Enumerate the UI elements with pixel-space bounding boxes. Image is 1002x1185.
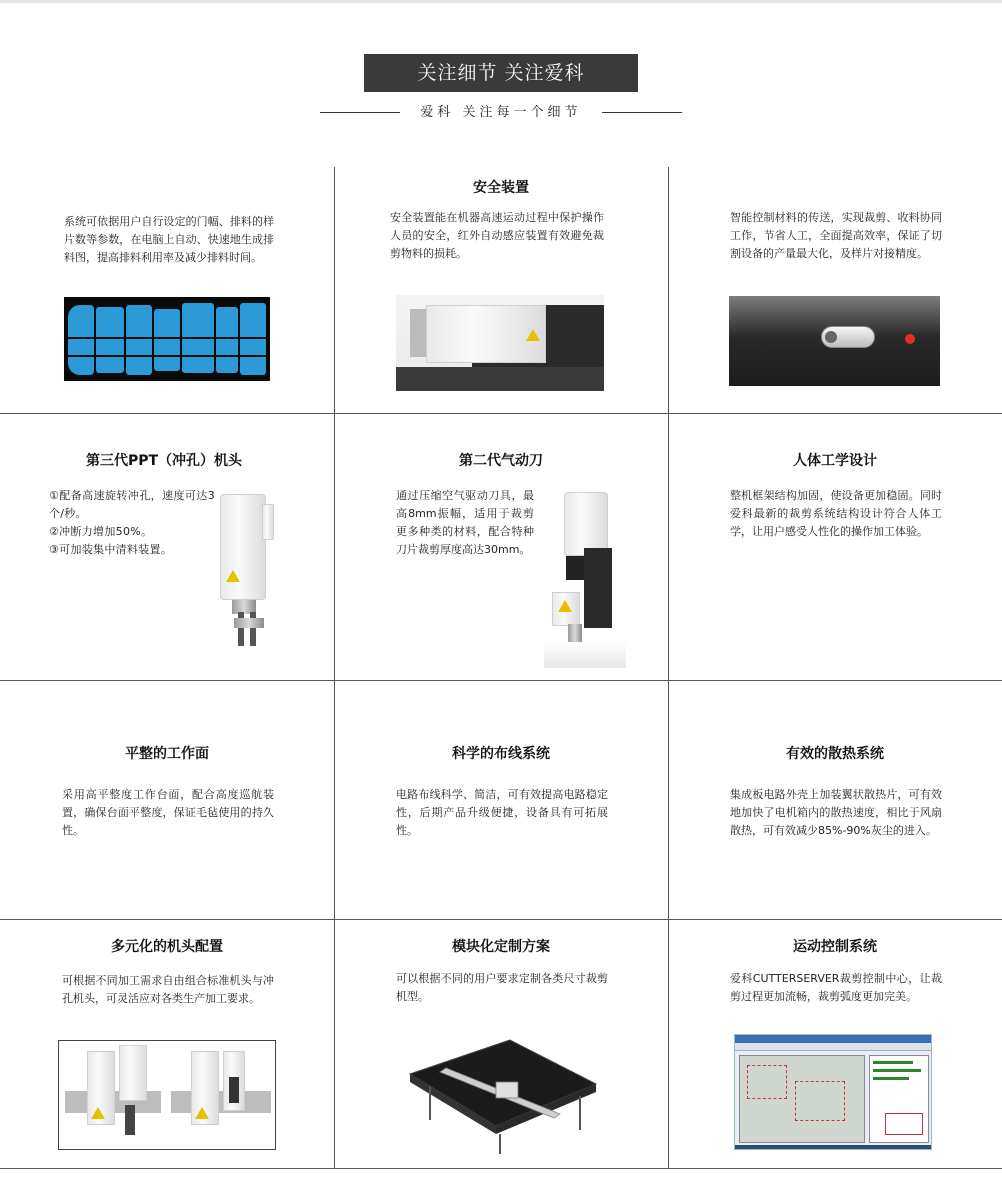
feature-cell-pneumatic-knife — [334, 414, 668, 680]
cutting-table-illustration — [400, 1030, 600, 1160]
feature-cell-wiring — [334, 681, 668, 919]
feature-title: 人体工学设计 — [793, 453, 877, 469]
feature-cell-ppt-head — [0, 414, 334, 680]
safety-device-image — [396, 295, 604, 391]
subtitle-row — [320, 101, 682, 123]
feature-description: 通过压缩空气驱动刀具，最高8mm振幅，适用于裁剪更多种类的材料，配合特种刀片裁剪厚度高达30mm。 — [396, 489, 534, 556]
feature-cell-nesting — [0, 167, 334, 413]
head-config-image — [58, 1040, 276, 1150]
feature-cell-ergonomics — [668, 414, 1002, 680]
feature-description: 可根据不同加工需求自由组合标准机头与冲孔机头，可灵活应对各类生产加工要求。 — [62, 974, 274, 1005]
subtitle-divider-right — [602, 112, 682, 113]
feature-cell-motion-control — [668, 920, 1002, 1168]
warning-icon — [526, 329, 540, 341]
feature-cell-flat-surface — [0, 681, 334, 919]
feature-title: 第二代气动刀 — [459, 453, 543, 469]
warning-icon — [195, 1107, 209, 1119]
feature-point: ①配备高速旋转冲孔，速度可达3个/秒。 — [49, 489, 215, 520]
feature-description: 集成板电路外壳上加装翼状散热片，可有效地加快了电机箱内的散热速度，相比于风扇散热，可有效减少85%-90%灰尘的进入。 — [730, 788, 942, 837]
subtitle-divider-left — [320, 112, 400, 113]
cutting-machine-image — [400, 1030, 600, 1160]
feature-point: ②冲断力增加50%。 — [49, 525, 153, 538]
feature-title: 多元化的机头配置 — [111, 939, 223, 955]
feature-title: 科学的布线系统 — [452, 746, 550, 762]
ppt-head-image — [214, 494, 278, 664]
warning-icon — [558, 600, 572, 612]
feature-cell-safety — [334, 167, 668, 413]
warning-icon — [91, 1107, 105, 1119]
feature-cell-head-config — [0, 920, 334, 1168]
page-subtitle: 爱科 关注每一个细节 — [420, 105, 582, 120]
feature-title: 第三代PPT（冲孔）机头 — [85, 453, 243, 469]
warning-icon — [226, 570, 240, 582]
feature-description: 可以根据不同的用户要求定制各类尺寸裁剪机型。 — [396, 972, 608, 1003]
feature-description: 整机框架结构加固，使设备更加稳固。同时爱科最新的裁剪系统结构设计符合人体工学，让用户感受人性化的操作加工体验。 — [730, 489, 942, 538]
feature-cell-modular — [334, 920, 668, 1168]
control-software-screenshot — [734, 1034, 932, 1150]
feature-title: 安全装置 — [473, 180, 529, 196]
feature-description: 采用高平整度工作台面，配合高度巡航装置，确保台面平整度，保证毛毡使用的持久性。 — [62, 788, 274, 837]
feature-title: 模块化定制方案 — [452, 939, 550, 955]
feature-description: 安全装置能在机器高速运动过程中保护操作人员的安全，红外自动感应装置有效避免裁剪物料的损耗。 — [390, 211, 604, 260]
feature-grid — [0, 167, 1002, 1169]
pneumatic-knife-image — [544, 492, 626, 668]
nesting-layout-image — [64, 297, 270, 381]
page-title: 关注细节 关注爱科 — [364, 54, 638, 92]
feature-description: 爱科CUTTERSERVER裁剪控制中心，让裁剪过程更加流畅，裁剪弧度更加完美。 — [730, 972, 942, 1003]
feature-description — [49, 487, 215, 559]
conveyor-image — [729, 296, 940, 386]
feature-title: 运动控制系统 — [793, 939, 877, 955]
feature-description: 智能控制材料的传送，实现裁剪、收料协同工作，节省人工，全面提高效率，保证了切割设备的产量最大化，及样片对接精度。 — [730, 211, 942, 260]
feature-title: 平整的工作面 — [125, 746, 209, 762]
feature-description: 系统可依据用户自行设定的门幅、排料的样片数等参数，在电脑上自动、快速地生成排料图，提高排料利用率及减少排料时间。 — [64, 215, 274, 264]
feature-title: 有效的散热系统 — [786, 746, 884, 762]
page-header — [0, 0, 1002, 160]
feature-description: 电路布线科学、简洁，可有效提高电路稳定性，后期产品升级便捷，设备具有可拓展性。 — [396, 788, 608, 837]
indicator-light — [905, 334, 915, 344]
feature-point: ③可加装集中清料装置。 — [49, 543, 173, 556]
feature-cell-conveyor — [668, 167, 1002, 413]
feature-cell-cooling — [668, 681, 1002, 919]
grid-divider — [0, 1168, 1002, 1169]
